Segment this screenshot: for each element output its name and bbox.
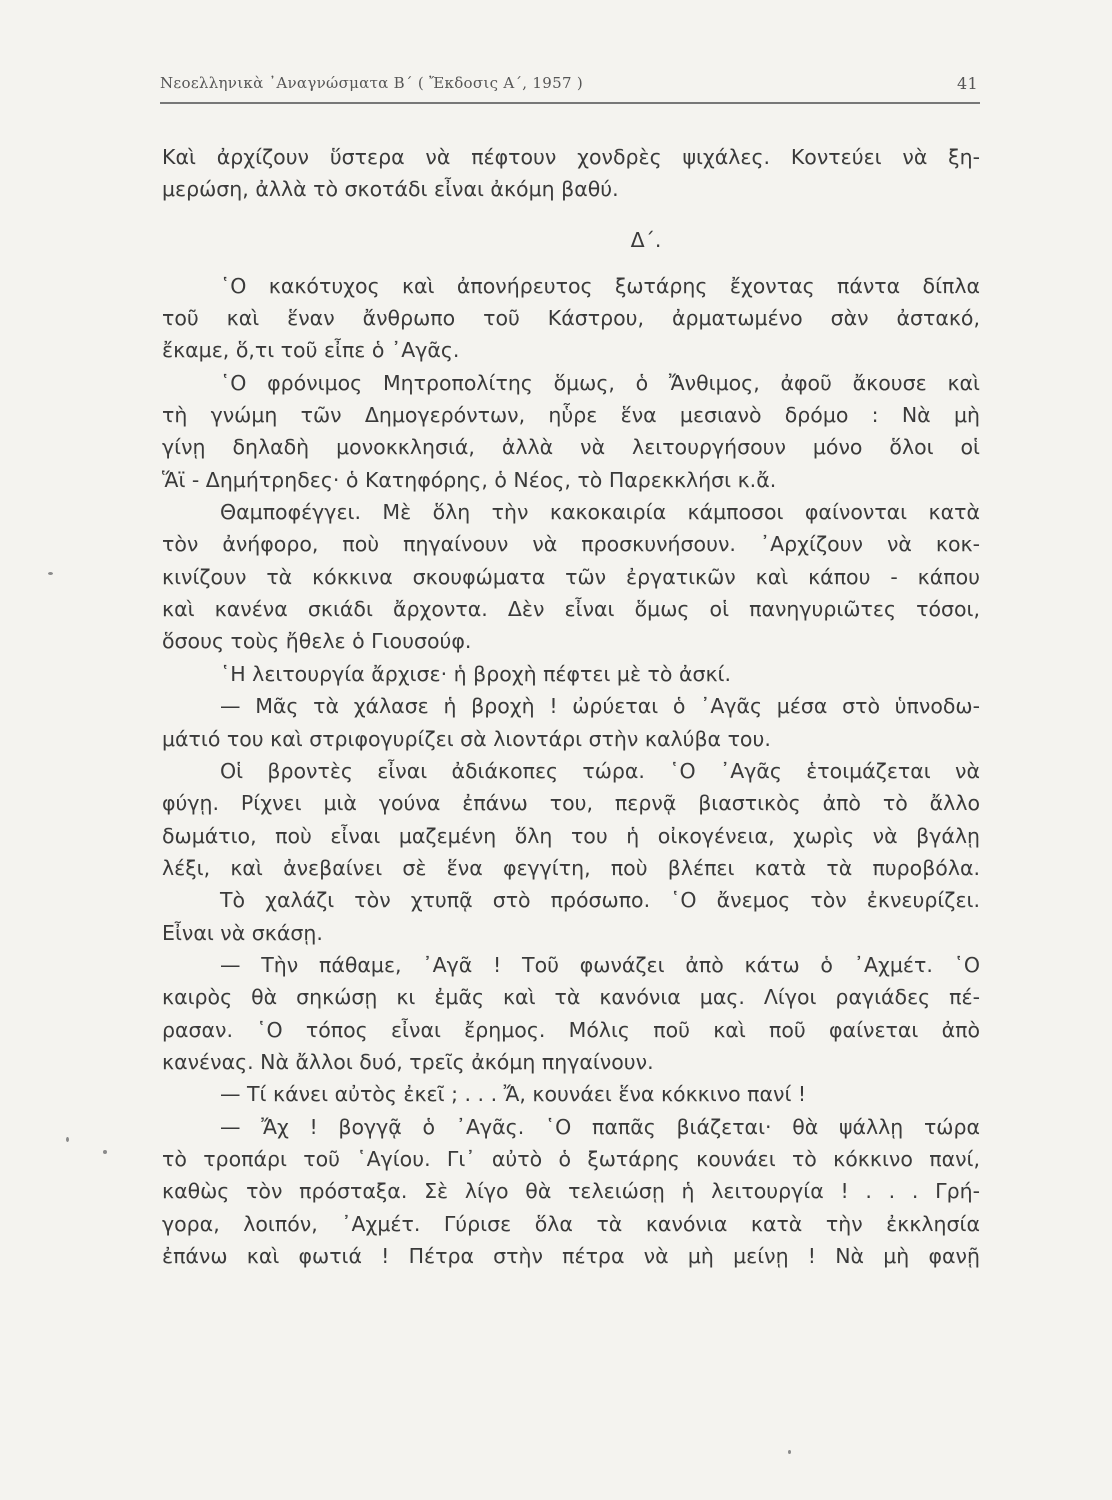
text-line: — Ἄχ ! βογγᾷ ὁ ᾿Αγᾶς. ῾Ο παπᾶς βιάζεται· θὰ ψάλλῃ τώρα <box>220 1114 980 1139</box>
scan-speck <box>103 1150 107 1154</box>
text-line: κινίζουν τὰ κόκκινα σκουφώματα τῶν ἐργατικῶν καὶ κάπου - κάπου <box>162 564 980 589</box>
text-line: Οἱ βροντὲς εἶναι ἀδιάκοπες τώρα. ῾Ο ᾿Αγᾶς ἑτοιμάζεται νὰ <box>220 758 980 783</box>
text-line: κανένας. Νὰ ἄλλοι δυό, τρεῖς ἀκόμη πηγαίνουν. <box>162 1049 654 1074</box>
page-number: 41 <box>957 74 978 93</box>
text-line: τὸ τροπάρι τοῦ ῾Αγίου. Γι᾿ αὐτὸ ὁ ξωτάρης κουνάει τὸ κόκκινο πανί, <box>162 1146 980 1171</box>
text-line: μάτιό του καὶ στριφογυρίζει σὰ λιοντάρι στὴν καλύβα του. <box>162 726 771 751</box>
body-text <box>162 141 980 1272</box>
scan-speck <box>48 572 53 575</box>
text-line: Ἅϊ - Δημήτρηδες· ὁ Κατηφόρης, ὁ Νέος, τὸ Παρεκκλήσι κ.ἄ. <box>162 467 777 492</box>
text-line: γίνῃ δηλαδὴ μονοκκλησιά, ἀλλὰ νὰ λειτουργήσουν μόνο ὅλοι οἱ <box>162 435 980 460</box>
section-number: Δ΄. <box>630 227 662 252</box>
text-line: ῾Η λειτουργία ἄρχισε· ἡ βροχὴ πέφτει μὲ τὸ ἀσκί. <box>220 661 731 686</box>
text-line: φύγῃ. Ρίχνει μιὰ γούνα ἐπάνω του, περνᾷ βιαστικὸς ἀπὸ τὸ ἄλλο <box>162 791 980 816</box>
scan-speck <box>66 1137 69 1142</box>
text-line: — Τὴν πάθαμε, ᾿Αγᾶ ! Τοῦ φωνάζει ἀπὸ κάτω ὁ ᾿Αχμέτ. ῾Ο <box>220 952 980 977</box>
text-line: δωμάτιο, ποὺ εἶναι μαζεμένη ὅλη του ἡ οἰκογένεια, χωρὶς νὰ βγάλῃ <box>162 823 980 848</box>
text-line: καὶ κανένα σκιάδι ἄρχοντα. Δὲν εἶναι ὅμως οἱ πανηγυριῶτες τόσοι, <box>162 597 980 622</box>
text-line: ὅσους τοὺς ἤθελε ὁ Γιουσούφ. <box>162 629 472 654</box>
text-line: Θαμποφέγγει. Μὲ ὅλη τὴν κακοκαιρία κάμποσοι φαίνονται κατὰ <box>220 500 980 525</box>
text-line: Εἶναι νὰ σκάσῃ. <box>162 920 323 945</box>
text-line: γορα, λοιπόν, ᾿Αχμέτ. Γύρισε ὅλα τὰ κανόνια κατὰ τὴν ἐκκλησία <box>162 1211 980 1236</box>
text-line: ῾Ο φρόνιμος Μητροπολίτης ὅμως, ὁ Ἄνθιμος, ἀφοῦ ἄκουσε καὶ <box>220 370 980 395</box>
text-line: Τὸ χαλάζι τὸν χτυπᾷ στὸ πρόσωπο. ῾Ο ἄνεμος τὸν ἐκνευρίζει. <box>220 888 980 913</box>
text-line: — Μᾶς τὰ χάλασε ἡ βροχὴ ! ὠρύεται ὁ ᾿Αγᾶς μέσα στὸ ὑπνοδω- <box>220 694 980 719</box>
text-line: ῾Ο κακότυχος καὶ ἀπονήρευτος ξωτάρης ἔχοντας πάντα δίπλα <box>220 273 980 298</box>
text-line: καιρὸς θὰ σηκώσῃ κι ἐμᾶς καὶ τὰ κανόνια μας. Λίγοι ραγιάδες πέ- <box>162 985 980 1010</box>
running-header <box>160 74 978 98</box>
book-title: Νεοελληνικὰ ᾿Αναγνώσματα Β΄ ( Ἔκδοσις Α΄, 1957 ) <box>160 74 584 92</box>
text-line: μερώση, ἀλλὰ τὸ σκοτάδι εἶναι ἀκόμη βαθύ. <box>162 177 619 202</box>
text-line: ρασαν. ῾Ο τόπος εἶναι ἔρημος. Μόλις ποῦ καὶ ποῦ φαίνεται ἀπὸ <box>162 1017 980 1042</box>
text-line: ἐπάνω καὶ φωτιά ! Πέτρα στὴν πέτρα νὰ μὴ μείνῃ ! Νὰ μὴ φανῇ <box>162 1244 980 1268</box>
scan-speck <box>788 1450 791 1454</box>
text-line: ἔκαμε, ὅ,τι τοῦ εἶπε ὁ ᾿Αγᾶς. <box>162 338 460 363</box>
text-line: τὴ γνώμη τῶν Δημογερόντων, ηὗρε ἕνα μεσιανὸ δρόμο : Νὰ μὴ <box>162 403 980 428</box>
text-line: λέξι, καὶ ἀνεβαίνει σὲ ἕνα φεγγίτη, ποὺ βλέπει κατὰ τὰ πυροβόλα. <box>162 855 980 880</box>
header-rule <box>160 102 980 104</box>
text-line: τὸν ἀνήφορο, ποὺ πηγαίνουν νὰ προσκυνήσουν. ᾿Αρχίζουν νὰ κοκ- <box>162 532 980 557</box>
text-line: Καὶ ἀρχίζουν ὕστερα νὰ πέφτουν χονδρὲς ψιχάλες. Κοντεύει νὰ ξη- <box>162 145 980 169</box>
text-line: καθὼς τὸν πρόσταξα. Σὲ λίγο θὰ τελειώσῃ ἡ λειτουργία ! . . . Γρή- <box>162 1179 980 1204</box>
section-heading <box>162 206 980 270</box>
text-line: — Τί κάνει αὐτὸς ἐκεῖ ; . . . Ἄ, κουνάει ἕνα κόκκινο πανί ! <box>220 1082 807 1107</box>
text-line: τοῦ καὶ ἕναν ἄνθρωπο τοῦ Κάστρου, ἀρματωμένο σὰν ἀστακό, <box>162 306 980 331</box>
